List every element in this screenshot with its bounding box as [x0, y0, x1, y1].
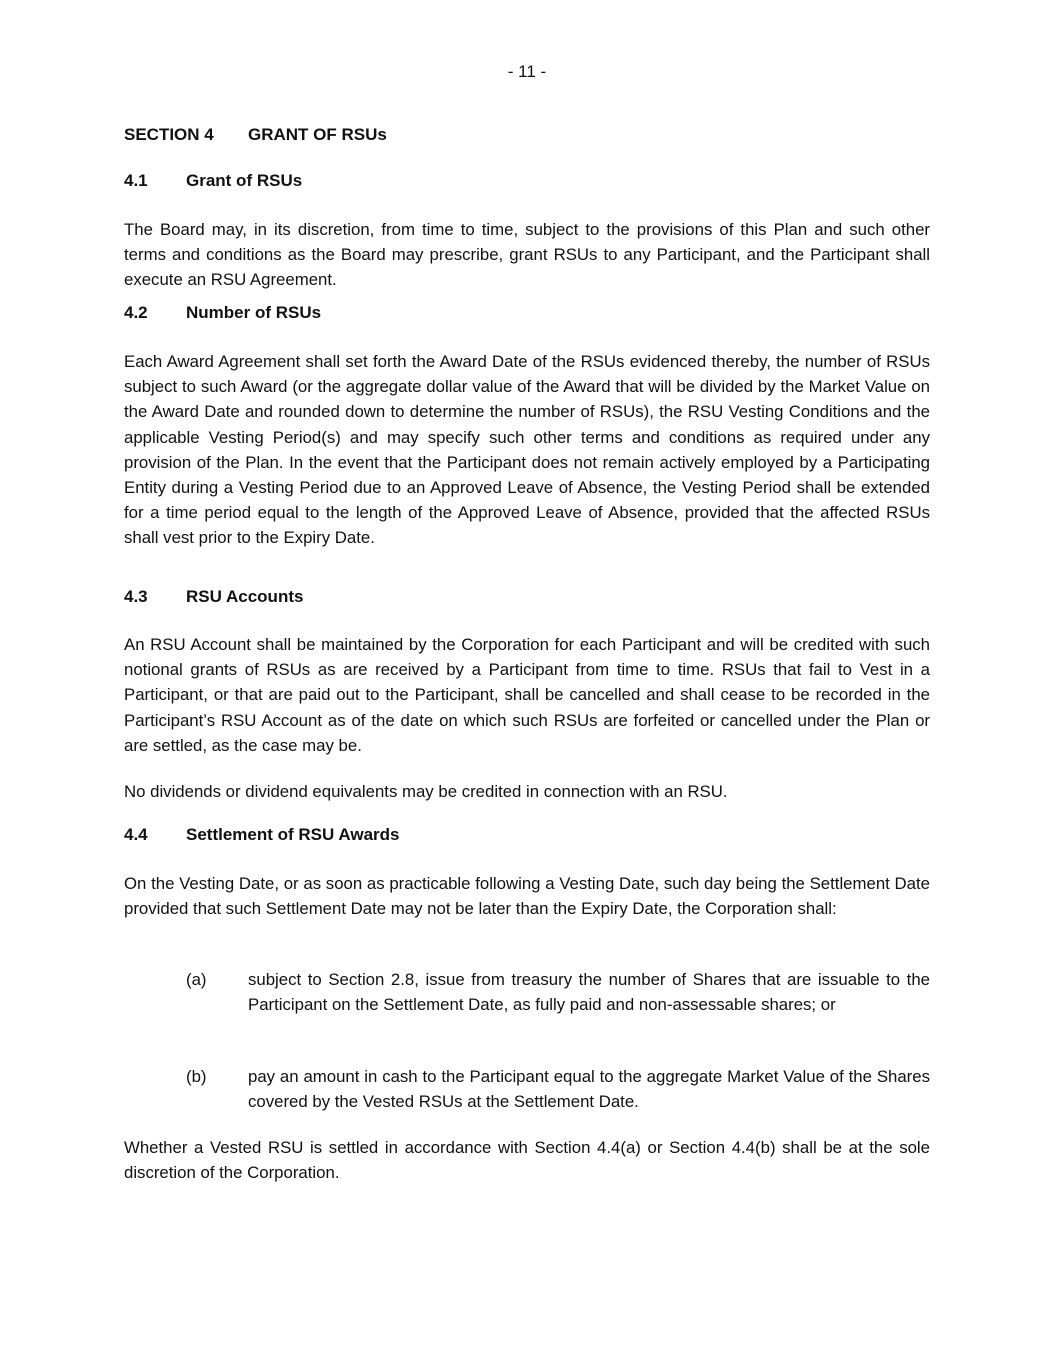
subsection-title: RSU Accounts [186, 587, 304, 606]
list-item-text: pay an amount in cash to the Participant equal to the aggregate Market Value of the Shares covered by the Vested RSUs at the Settlement Date. [248, 1067, 930, 1112]
list-marker: (b) [186, 1067, 207, 1086]
list-item-text: subject to Section 2.8, issue from treasury the number of Shares that are issuable to the Participant on the Settlement Date, as fully paid and non-assessable shares; or [248, 970, 930, 1015]
subsection-heading-4-4 [124, 825, 400, 845]
paragraph-4-1: The Board may, in its discretion, from time to time, subject to the provisions of this Plan and such other terms and conditions as the Board may prescribe, grant RSUs to any Participant, and the Participant shall execute an RSU Agreement. [124, 220, 930, 290]
section-title: GRANT OF RSUs [248, 125, 387, 144]
list-item [186, 1064, 930, 1114]
paragraph-4-2: Each Award Agreement shall set forth the Award Date of the RSUs evidenced thereby, the number of RSUs subject to such Award (or the aggregate dollar value of the Award that will be divided by the Market Value on the Award Date and rounded down to determine the number of RSUs), the RSU Vesting Conditions and the applicable Vesting Period(s) and may specify such other terms and conditions as required under any provision of the Plan. In the event that the Participant does not remain actively employed by a Participating Entity during a Vesting Period due to an Approved Leave of Absence, the Vesting Period shall be extended for a time period equal to the length of the Approved Leave of Absence, provided that the affected RSUs shall vest prior to the Expiry Date. [124, 352, 930, 548]
subsection-title: Number of RSUs [186, 303, 322, 322]
section-number: SECTION 4 [124, 125, 214, 144]
paragraph-4-4: On the Vesting Date, or as soon as practicable following a Vesting Date, such day being the Settlement Date provided that such Settlement Date may not be later than the Expiry Date, the Corporation shall: [124, 874, 930, 919]
subsection-heading-4-2 [124, 303, 321, 323]
subsection-heading-4-3 [124, 587, 303, 607]
subsection-number: 4.2 [124, 303, 148, 322]
page-number: - 11 - [507, 62, 547, 81]
closing-paragraph: Whether a Vested RSU is settled in accordance with Section 4.4(a) or Section 4.4(b) shall be at the sole discretion of the Corporation. [124, 1138, 930, 1183]
subsection-heading-4-1 [124, 171, 302, 191]
subsection-number: 4.4 [124, 825, 148, 844]
list-marker: (a) [186, 970, 207, 989]
list-item [186, 967, 930, 1017]
section-heading [124, 125, 387, 145]
paragraph-4-3-dividends: No dividends or dividend equivalents may be credited in connection with an RSU. [124, 782, 728, 801]
subsection-number: 4.3 [124, 587, 148, 606]
subsection-title: Grant of RSUs [186, 171, 303, 190]
subsection-title: Settlement of RSU Awards [186, 825, 400, 844]
subsection-number: 4.1 [124, 171, 148, 190]
paragraph-4-3: An RSU Account shall be maintained by the Corporation for each Participant and will be credited with such notional grants of RSUs as are received by a Participant from time to time. RSUs that fail to Vest in a Participant, or that are paid out to the Participant, shall be cancelled and shall cease to be recorded in the Participant’s RSU Account as of the date on which such RSUs are forfeited or cancelled under the Plan or are settled, as the case may be. [124, 635, 930, 755]
